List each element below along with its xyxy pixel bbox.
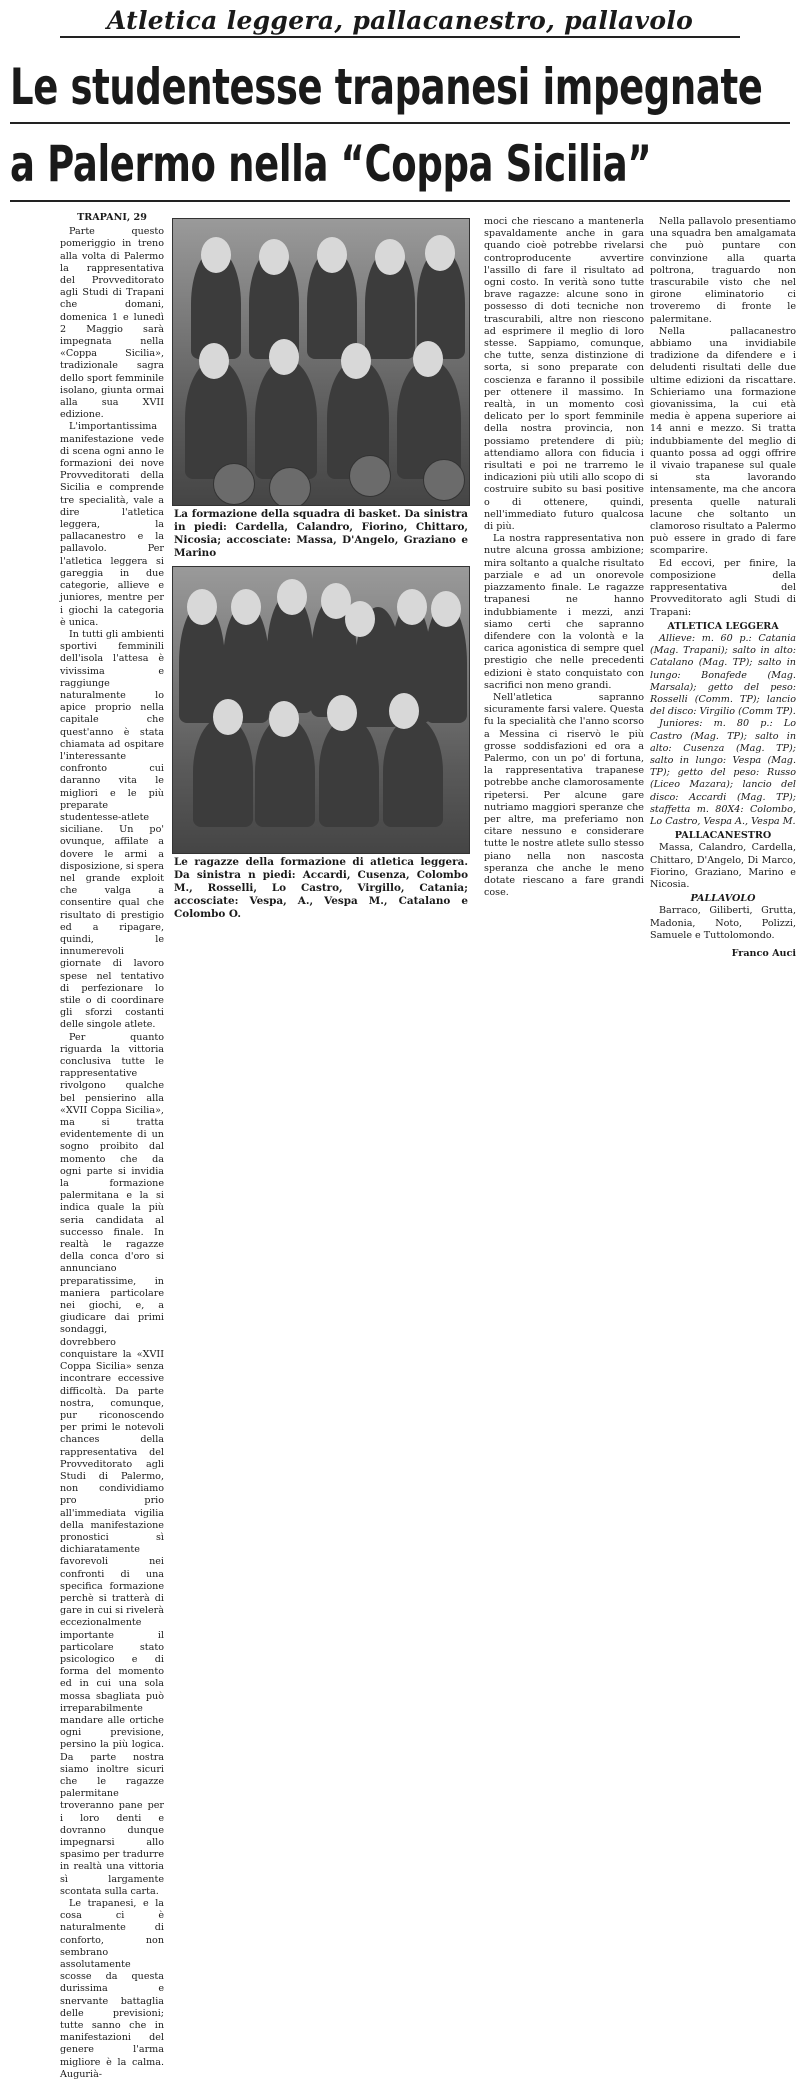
divider-rule: [10, 200, 790, 202]
paragraph: L'importantissima manifestazione vede di scena ogni anno le formazioni dei nove Provveditorati della Sicilia e comprende tre specialità, vale a dire l'atletica leggera, la pallacanestro e la pallavolo. Per l'atletica leggera si gareggia in due categorie, allieve e juniores, mentre per i giochi la categoria è unica.: [60, 421, 164, 628]
roster-pallavolo: Barraco, Giliberti, Grutta, Madonia, Noto, Polizzi, Samuele e Tuttolomondo.: [650, 905, 796, 941]
section-title-atletica: ATLETICA LEGGERA: [667, 620, 779, 632]
roster-atletica-allieve: Allieve: m. 60 p.: Catania (Mag. Trapani); salto in alto: Catalano (Mag. TP); salto in lungo: Bonafede (Mag. Marsala); getto del peso: Rosselli (Comm. TP); lancio del disco: Virgilio (Comm TP).: [650, 632, 796, 718]
section-title-pallavolo: PALLAVOLO: [690, 893, 756, 905]
paragraph: Per quanto riguarda la vittoria conclusiva tutte le rappresentative rivolgono qualche bel pensierino alla «XVII Coppa Sicilia», ma si tratta evidentemente di un sogno proibito dal momento che da ogni parte si invidia la formazione palermitana e la si indica quale la più seria candidata al successo finale. In realtà le ragazze della conca d'oro si annunciano preparatissime, in maniera particolare nei giochi, e, a giudicare dai primi sondaggi, dovrebbero conquistare la «XVII Coppa Sicilia» senza incontrare eccessive difficoltà. Da parte nostra, comunque, pur riconoscendo per primi le notevoli chances della rappresentativa del Provveditorato agli Studi di Palermo, non condividiamo pro prio all'immediata vigilia della manifestazione pronostici sì dichiaratamente favorevoli nei confronti di una specifica formazione perchè si tratterà di gare in cui si rivelerà eccezionalmente importante il particolare stato psicologico e di forma del momento ed in cui una sola mossa sbagliata può irreparabilmente mandare alle ortiche ogni previsione, persino la più logica. Da parte nostra siamo inoltre sicuri che le ragazze palermitane troveranno pane per i loro denti e dovranno dunque impegnarsi allo spasimo per tradurre in realtà una vittoria sì largamente scontata sulla carta.: [60, 1031, 164, 1897]
article-column-3: [650, 216, 796, 960]
paragraph: moci che riescano a mantenerla spavaldamente anche in gara quando cioè potrebbe rivelarsi controproducente avvertire l'assillo di fare il risultato ad ogni costo. In verità sono tutte brave ragazze: alcune sono in possesso di doti tecniche non trascurabili, altre non riescono ad esprimere il meglio di loro stesse. Sappiamo, comunque, che tutte, senza distinzione di sorta, si sono preparate con coscienza e faranno il possibile per ottenere il massimo. In realtà, in un momento così delicato per lo sport femminile della nostra provincia, non possiamo pretendere di più; attendiamo allora con fiducia i risultati e poi ne trarremo le indicazioni più utili allo scopo di costruire subito su basi positive o di ottenere, quindi, nell'immediato futuro qualcosa di più.: [484, 216, 644, 533]
paragraph: Nella pallavolo presentiamo una squadra ben amalgamata che può puntare con convinzione alla quarta poltrona, traguardo non trascurabile visto che nel girone eliminatorio ci troveremo di fronte le palermitane.: [650, 216, 796, 325]
divider-rule: [10, 122, 790, 124]
basket-team-photo: [172, 218, 470, 506]
paragraph: Nella pallacanestro abbiamo una invidiabile tradizione da difendere e i deludenti risultati delle due ultime edizioni da riscattare. Schieriamo una formazione giovanissima, la cui età media è appena superiore ai 14 anni e mezzo. Si tratta indubbiamente del meglio di quanto possa ad oggi offrire il vivaio trapanese sul quale si sta lavorando intensamente, ma che ancora presenta quelle naturali lacune che soltanto un clamoroso risultato a Palermo può essere in grado di fare scomparire.: [650, 325, 796, 557]
dateline: TRAPANI, 29: [77, 212, 147, 223]
paragraph: Nell'atletica sapranno sicuramente farsi valere. Questa fu la specialità che l'anno scorso a Messina ci riservò le più grosse soddisfazioni ed ora a Palermo, con un po' di fortuna, la rappresentativa trapanese potrebbe anche clamorosamente ripetersi. Per alcune gare nutriamo maggiori speranze che per altre, ma preferiamo non citare nessuno e considerare tutte le nostre atlete sullo stesso piano nella non nascosta speranza che anche le meno dotate riescano a fare grandi cose.: [484, 691, 644, 899]
byline: Franco Auci: [731, 947, 796, 959]
photo-caption-athletics: Le ragazze della formazione di atletica leggera. Da sinistra n piedi: Accardi, Cusenza, Colombo M., Rosselli, Lo Castro, Virgillo, Catania; accosciate: Vespa, A., Vespa M., Catalano e Colombo O.: [174, 856, 468, 920]
athletics-team-photo: [172, 566, 470, 854]
headline-line-1: Le studentesse trapanesi impegnate: [10, 58, 763, 116]
section-kicker: Atletica leggera, pallacanestro, pallavolo: [60, 6, 740, 38]
paragraph: La nostra rappresentativa non nutre alcuna grossa ambizione; mira soltanto a qualche risultato parziale e ad un onorevole piazzamento finale. Le ragazze trapanesi ne hanno indubbiamente i mezzi, anzi siamo certi che sapranno difendere con la volontà e la carica agonistica di sempre quel prestigio che nelle precedenti edizioni è stato conquistato con sacrifici non meno grandi.: [484, 533, 644, 691]
paragraph: Ed eccovi, per finire, la composizione della rappresentativa del Provveditorato agli Studi di Trapani:: [650, 557, 796, 618]
article-column-2: [484, 216, 644, 899]
roster-pallacanestro: Massa, Calandro, Cardella, Chittaro, D'Angelo, Di Marco, Fiorino, Graziano, Marino e Nicosia.: [650, 842, 796, 890]
article-column-1: [60, 212, 164, 2081]
headline-line-2: a Palermo nella “Coppa Sicilia”: [10, 135, 652, 193]
photo-caption-basket: La formazione della squadra di basket. Da sinistra in piedi: Cardella, Calandro, Fiorino, Chittaro, Nicosia; accosciate: Massa, D'Angelo, Graziano e Marino: [174, 508, 468, 559]
paragraph: Parte questo pomeriggio in treno alla volta di Palermo la rappresentativa del Provveditorato agli Studi di Trapani che domani, domenica 1 e lunedì 2 Maggio sarà impegnata nella «Coppa Sicilia», tradizionale sagra dello sport femminile isolano, giunta ormai alla sua XVII edizione.: [60, 226, 164, 421]
paragraph: Le trapanesi, e la cosa ci è naturalmente di conforto, non sembrano assolutamente scosse da questa durissima e snervante battaglia delle previsioni; tutte sanno che in manifestazioni del genere l'arma migliore è la calma. Augurià-: [60, 1898, 164, 2080]
paragraph: In tutti gli ambienti sportivi femminili dell'isola l'attesa è vivissima e raggiunge naturalmente lo apice proprio nella capitale che quest'anno è stata chiamata ad ospitare l'interessante confronto cui daranno vita le migliori e le più preparate studentesse-atlete siciliane. Un po' ovunque, affilate a dovere le armi a disposizione, si spera nel grande exploit che valga a consentire qual che risultato di prestigio ed a ripagare, quindi, le innumerevoli giornate di lavoro spese nel tentativo di perfezionare lo stile o di coordinare gli sforzi costanti delle singole atlete.: [60, 628, 165, 1031]
section-title-pallacanestro: PALLACANESTRO: [674, 830, 772, 842]
roster-atletica-juniores: Juniores: m. 80 p.: Lo Castro (Mag. TP); salto in alto: Cusenza (Mag. TP); salto in lungo: Vespa (Mag. TP); getto del peso: Russo (Liceo Mazara); lancio del disco: Accardi (Mag. TP); staffetta m. 80X4: Colombo, Lo Castro, Vespa A., Vespa M.: [650, 718, 796, 827]
